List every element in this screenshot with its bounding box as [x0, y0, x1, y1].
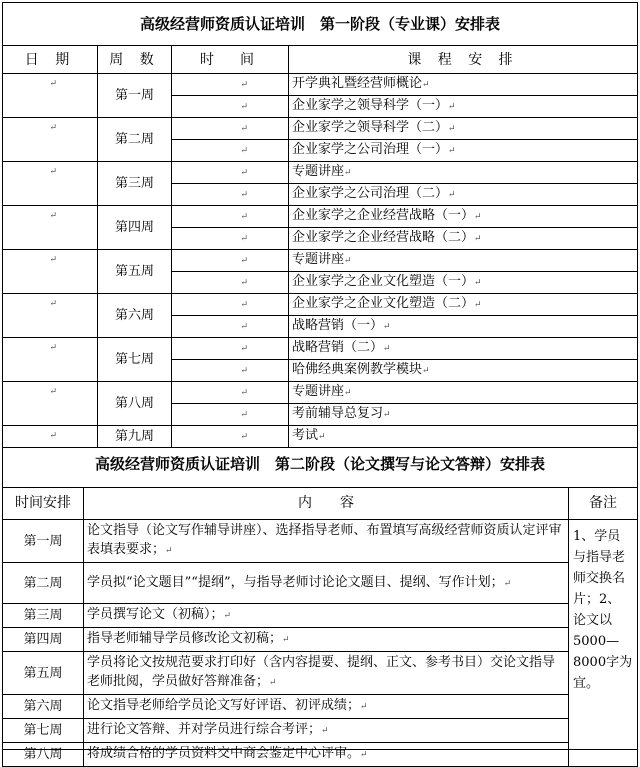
header-schedule: 时间安排 — [3, 488, 84, 520]
time-cell — [172, 316, 289, 338]
time-cell — [172, 140, 289, 162]
content-row — [3, 695, 638, 719]
course-name: 企业家学之领导科学（二） — [292, 120, 449, 135]
content-text: 论文指导（论文写作辅导讲座）、选择指导老师、布置填写高级经营师资质认定评审表填表要求； — [87, 523, 562, 557]
paragraph-mark: ↵ — [49, 167, 57, 177]
paragraph-mark: ↵ — [474, 278, 482, 288]
date-cell — [3, 74, 98, 118]
course-row — [3, 250, 638, 272]
paragraph-mark: ↵ — [448, 190, 456, 200]
course-name: 战略营销（一） — [292, 318, 384, 333]
paragraph-mark: ↵ — [360, 702, 368, 712]
content-cell — [84, 520, 569, 563]
course-cell — [289, 338, 638, 360]
time-cell — [172, 360, 289, 382]
paragraph-mark: ↵ — [474, 234, 482, 244]
stage2-table — [2, 487, 638, 767]
paragraph-mark: ↵ — [344, 168, 352, 178]
course-cell — [289, 316, 638, 338]
course-name: 企业家学之公司治理（二） — [292, 186, 449, 201]
course-row — [3, 74, 638, 96]
paragraph-mark: ↵ — [240, 255, 248, 266]
time-cell — [172, 96, 289, 118]
paragraph-mark: ↵ — [240, 79, 248, 90]
stage1-header-row — [3, 46, 638, 74]
paragraph-mark: ↵ — [422, 366, 430, 376]
date-cell — [3, 118, 98, 162]
content-cell — [84, 652, 569, 695]
paragraph-mark: ↵ — [240, 409, 248, 420]
course-cell — [289, 272, 638, 294]
paragraph-mark: ↵ — [360, 750, 368, 760]
paragraph-mark: ↵ — [344, 256, 352, 266]
note-cell: 1、学员与指导老师交换名片；2、论文以5000—8000字为宜。 — [569, 520, 638, 767]
paragraph-mark: ↵ — [49, 123, 57, 133]
course-name: 专题讲座 — [292, 252, 345, 267]
content-cell — [84, 628, 569, 652]
content-text: 学员撰写论文（初稿）； — [87, 607, 224, 622]
course-name: 战略营销（二） — [292, 340, 384, 355]
schedule-week-cell: 第八周 — [3, 743, 84, 767]
content-cell — [84, 719, 569, 743]
content-cell — [84, 563, 569, 604]
course-name: 哈佛经典案例教学模块 — [292, 362, 423, 377]
schedule-week-cell: 第六周 — [3, 695, 84, 719]
paragraph-mark: ↵ — [240, 431, 248, 442]
content-row — [3, 743, 638, 767]
header-week: 周 数 — [98, 46, 172, 74]
course-row — [3, 162, 638, 184]
paragraph-mark: ↵ — [49, 79, 57, 89]
paragraph-mark: ↵ — [240, 387, 248, 398]
course-name: 考前辅导总复习 — [292, 406, 384, 421]
paragraph-mark: ↵ — [318, 432, 326, 442]
content-text: 指导老师辅导学员修改论文初稿； — [87, 631, 283, 646]
course-row — [3, 338, 638, 360]
content-row — [3, 652, 638, 695]
content-text: 进行论文答辩、并对学员进行综合考评； — [87, 722, 322, 737]
date-cell — [3, 206, 98, 250]
paragraph-mark: ↵ — [49, 431, 57, 441]
course-cell — [289, 74, 638, 96]
content-row — [3, 719, 638, 743]
schedule-week-cell: 第三周 — [3, 604, 84, 628]
paragraph-mark: ↵ — [240, 123, 248, 134]
paragraph-mark: ↵ — [503, 578, 512, 589]
time-cell — [172, 228, 289, 250]
week-cell: 第八周 — [98, 382, 172, 426]
course-name: 企业家学之企业经营战略（二） — [292, 230, 475, 245]
paragraph-mark: ↵ — [240, 167, 248, 178]
content-text: 学员拟“论文题目”“提纲”，与指导老师讨论论文题目、提纲、写作计划； — [87, 574, 504, 590]
content-row — [3, 604, 638, 628]
content-text: 将成绩合格的学员资料交中商会鉴定中心评审。 — [87, 746, 361, 761]
paragraph-mark: ↵ — [321, 726, 329, 736]
paragraph-mark: ↵ — [223, 611, 232, 621]
paragraph-mark: ↵ — [240, 145, 248, 156]
course-cell — [289, 404, 638, 426]
stage2-body — [3, 520, 638, 767]
paragraph-mark: ↵ — [240, 233, 248, 244]
course-row — [3, 382, 638, 404]
course-name: 企业家学之企业文化塑造（二） — [292, 296, 475, 311]
time-cell — [172, 250, 289, 272]
paragraph-mark: ↵ — [474, 212, 482, 222]
course-cell — [289, 140, 638, 162]
schedule-week-cell: 第五周 — [3, 652, 84, 695]
week-cell: 第七周 — [98, 338, 172, 382]
paragraph-mark: ↵ — [240, 189, 248, 200]
paragraph-mark: ↵ — [448, 146, 456, 156]
content-text: 学员将论文按规范要求打印好（含内容提要、提纲、正文、参考书目）交论文指导老师批阅，学员做好答辩准备； — [87, 655, 556, 689]
schedule-week-cell: 第四周 — [3, 628, 84, 652]
content-row — [3, 520, 638, 563]
course-name: 专题讲座 — [292, 384, 345, 399]
week-cell: 第五周 — [98, 250, 172, 294]
course-cell — [289, 360, 638, 382]
paragraph-mark: ↵ — [165, 546, 173, 556]
course-name: 专题讲座 — [292, 164, 345, 179]
time-cell — [172, 338, 289, 360]
course-name: 企业家学之公司治理（一） — [292, 142, 449, 157]
paragraph-mark: ↵ — [269, 678, 277, 688]
paragraph-mark: ↵ — [383, 344, 391, 354]
course-cell — [289, 294, 638, 316]
date-cell — [3, 250, 98, 294]
header-time: 时 间 — [172, 46, 289, 74]
course-cell — [289, 96, 638, 118]
content-text: 论文指导老师给学员论文写好评语、初评成绩； — [87, 698, 361, 713]
course-name: 企业家学之领导科学（一） — [292, 98, 449, 113]
week-cell: 第九周 — [98, 426, 172, 448]
header-content: 内 容 — [84, 488, 569, 520]
course-name: 企业家学之企业文化塑造（一） — [292, 274, 475, 289]
course-cell — [289, 228, 638, 250]
course-cell — [289, 162, 638, 184]
course-cell — [289, 382, 638, 404]
course-name: 考试 — [292, 428, 319, 443]
paragraph-mark: ↵ — [49, 211, 57, 221]
stage1-body — [3, 74, 638, 448]
stage2-title: 高级经营师资质认证培训 第二阶段（论文撰写与论文答辩）安排表 — [94, 455, 545, 473]
paragraph-mark: ↵ — [240, 365, 248, 376]
course-row — [3, 118, 638, 140]
paragraph-mark: ↵ — [422, 80, 430, 90]
time-cell — [172, 162, 289, 184]
time-cell — [172, 118, 289, 140]
week-cell: 第四周 — [98, 206, 172, 250]
paragraph-mark: ↵ — [240, 321, 248, 332]
date-cell — [3, 382, 98, 426]
paragraph-mark: ↵ — [49, 343, 57, 353]
course-cell — [289, 250, 638, 272]
paragraph-mark: ↵ — [383, 410, 391, 420]
week-cell: 第六周 — [98, 294, 172, 338]
time-cell — [172, 74, 289, 96]
course-cell — [289, 184, 638, 206]
course-row — [3, 294, 638, 316]
time-cell — [172, 294, 289, 316]
paragraph-mark: ↵ — [49, 387, 57, 397]
header-course: 课 程 安 排 — [289, 46, 638, 74]
paragraph-mark: ↵ — [240, 101, 248, 112]
time-cell — [172, 272, 289, 294]
schedule-document — [2, 2, 638, 762]
content-cell — [84, 604, 569, 628]
date-cell — [3, 294, 98, 338]
paragraph-mark: ↵ — [448, 102, 456, 112]
paragraph-mark: ↵ — [240, 277, 248, 288]
course-cell — [289, 118, 638, 140]
paragraph-mark: ↵ — [49, 299, 57, 309]
paragraph-mark: ↵ — [240, 299, 248, 310]
course-name: 企业家学之企业经营战略（一） — [292, 208, 475, 223]
course-row — [3, 206, 638, 228]
week-cell: 第三周 — [98, 162, 172, 206]
paragraph-mark: ↵ — [474, 300, 482, 310]
paragraph-mark: ↵ — [282, 635, 290, 645]
schedule-week-cell: 第七周 — [3, 719, 84, 743]
time-cell — [172, 404, 289, 426]
stage2-header-row — [3, 488, 638, 520]
paragraph-mark: ↵ — [240, 343, 248, 354]
header-date: 日 期 — [3, 46, 98, 74]
content-cell — [84, 743, 569, 767]
stage1-title: 高级经营师资质认证培训 第一阶段（专业课）安排表 — [3, 3, 637, 46]
paragraph-mark: ↵ — [240, 211, 248, 222]
header-note: 备注 — [569, 488, 638, 520]
week-cell: 第二周 — [98, 118, 172, 162]
paragraph-mark: ↵ — [448, 124, 456, 134]
paragraph-mark: ↵ — [49, 255, 57, 265]
schedule-week-cell: 第二周 — [3, 563, 84, 604]
course-cell — [289, 206, 638, 228]
content-row — [3, 563, 638, 604]
content-cell — [84, 695, 569, 719]
date-cell — [3, 162, 98, 206]
time-cell — [172, 206, 289, 228]
week-cell: 第一周 — [98, 74, 172, 118]
schedule-week-cell: 第一周 — [3, 520, 84, 563]
stage1-table — [2, 45, 638, 448]
content-row — [3, 628, 638, 652]
paragraph-mark: ↵ — [383, 322, 391, 332]
date-cell — [3, 338, 98, 382]
course-name: 开学典礼暨经营师概论 — [292, 76, 423, 91]
time-cell — [172, 382, 289, 404]
time-cell — [172, 184, 289, 206]
paragraph-mark: ↵ — [344, 388, 352, 398]
